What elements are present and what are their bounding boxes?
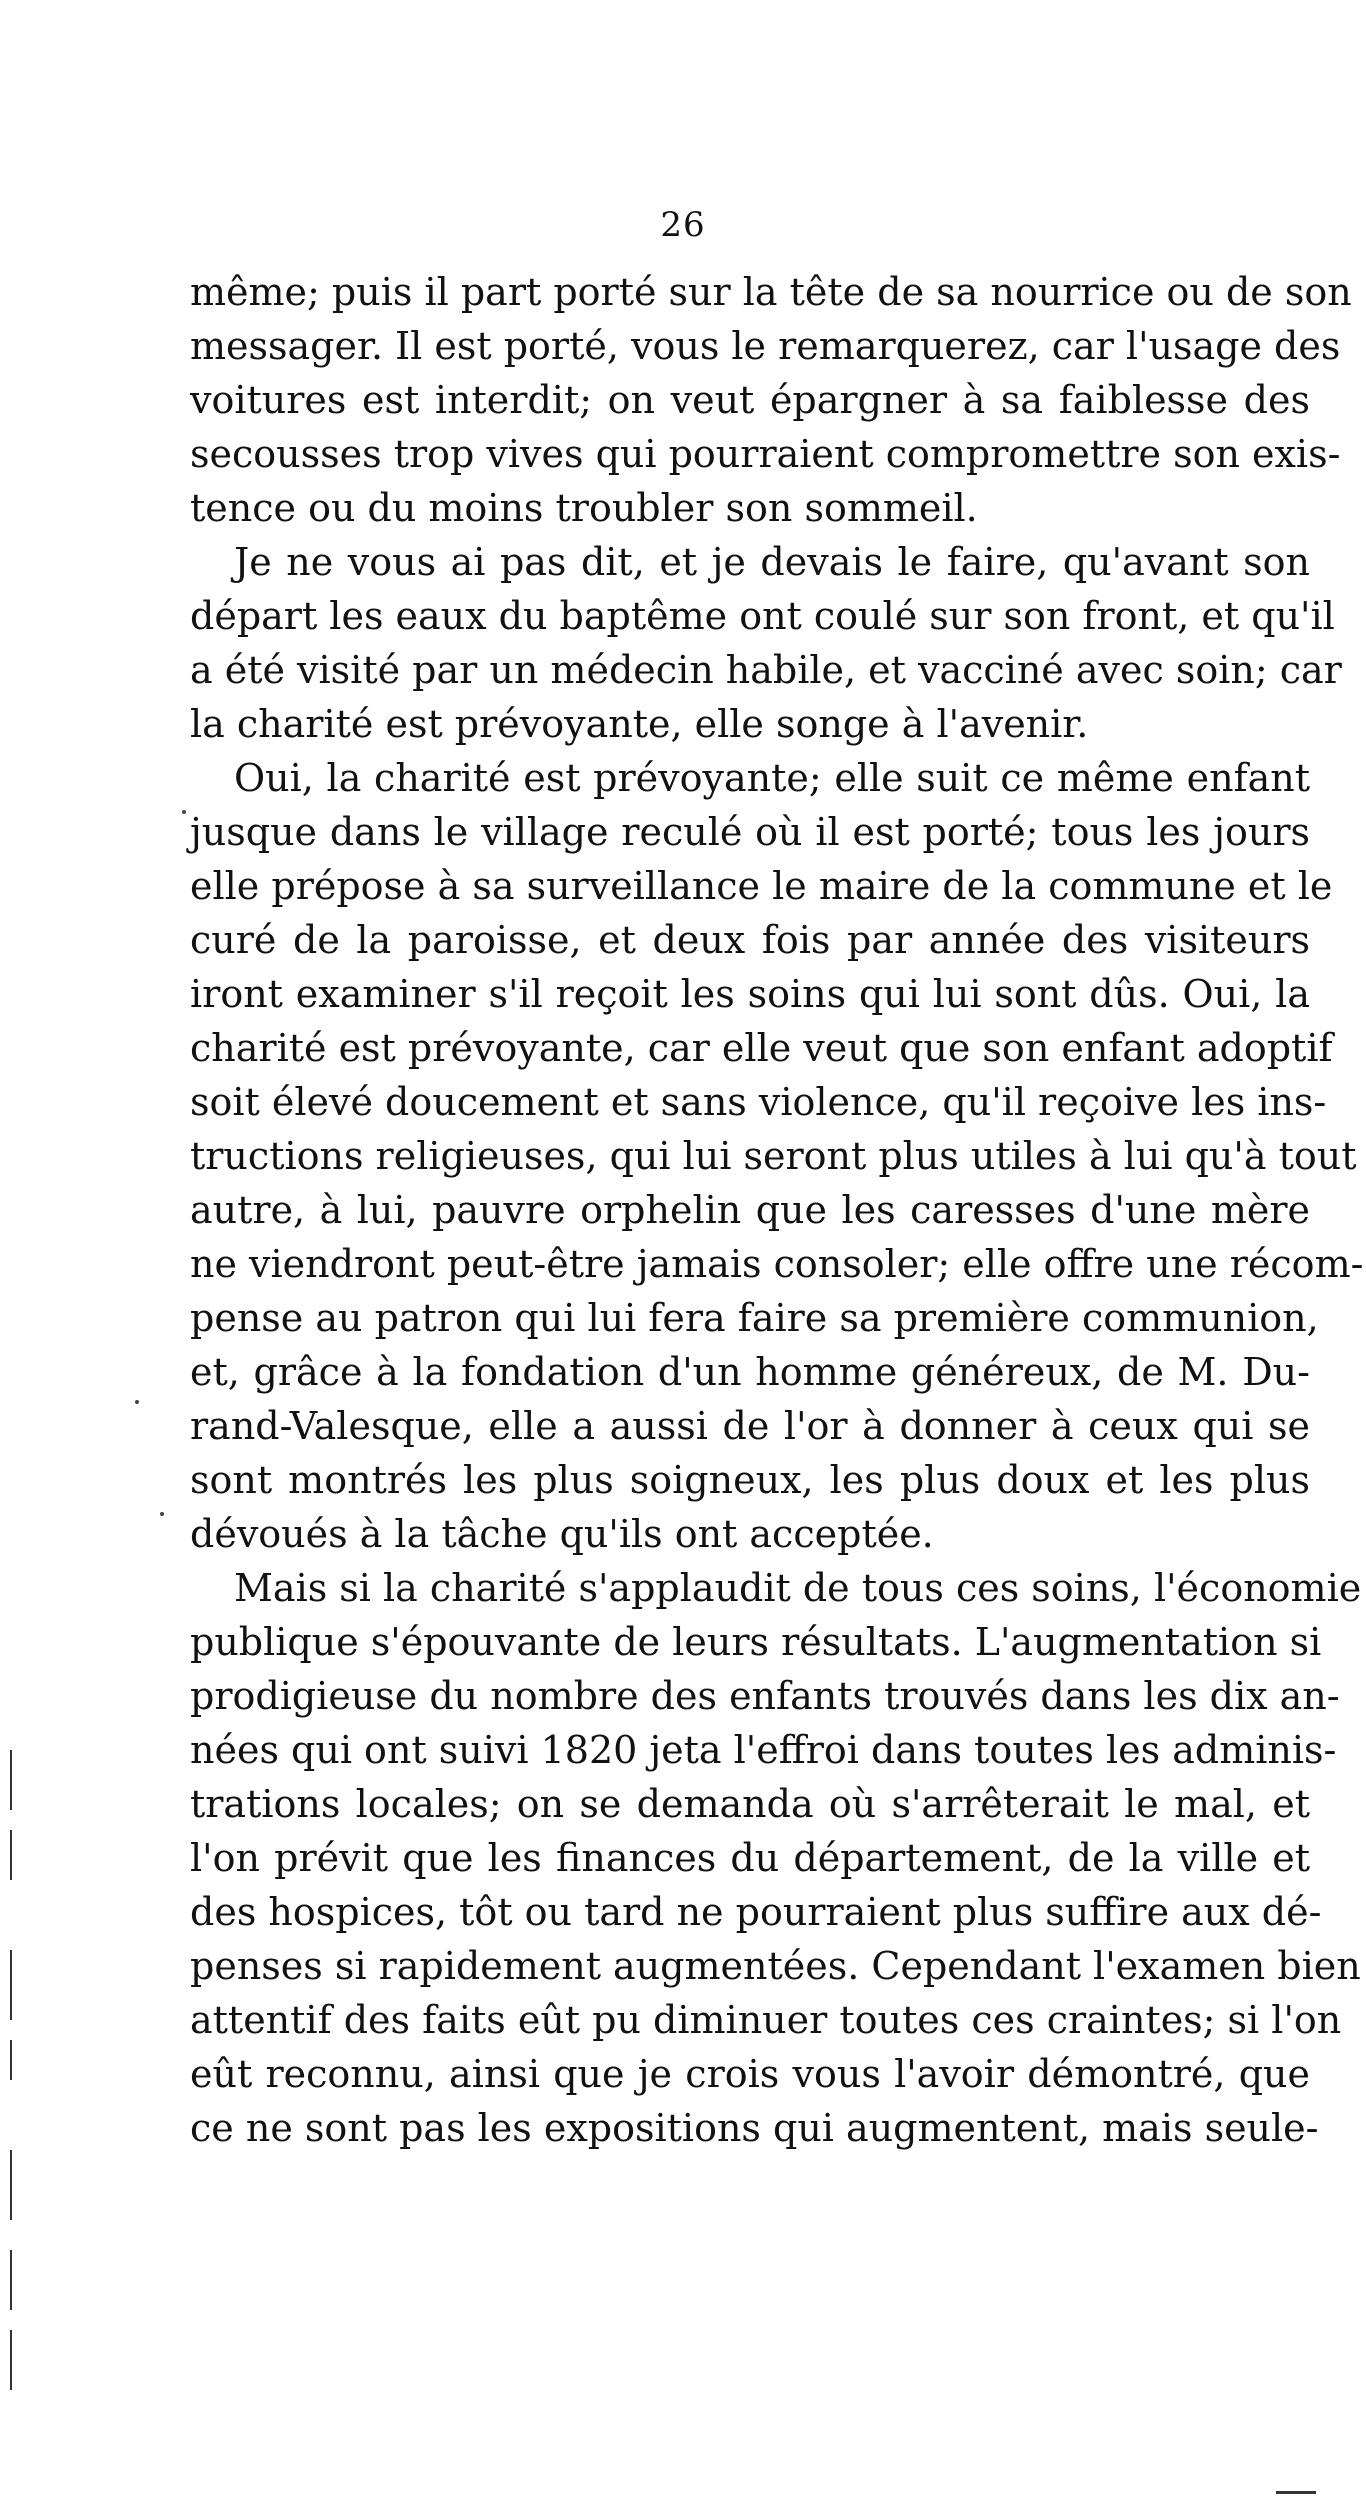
- text-line: iront examiner s'il reçoit les soins qui lui sont dûs. Oui, la: [190, 972, 1310, 1016]
- text-line: autre, à lui, pauvre orphelin que les caresses d'une mère: [190, 1188, 1310, 1232]
- text-line: attentif des faits eût pu diminuer toutes ces craintes; si l'on: [190, 1998, 1342, 2042]
- text-line: charité est prévoyante, car elle veut que son enfant adoptif: [190, 1026, 1333, 1070]
- scan-margin-mark: [10, 1950, 12, 2020]
- text-line: des hospices, tôt ou tard ne pourraient plus suffire aux dé-: [190, 1890, 1322, 1934]
- scan-dot-mark: [135, 1400, 139, 1404]
- text-line: et, grâce à la fondation d'un homme généreux, de M. Du-: [190, 1350, 1310, 1394]
- text-line: penses si rapidement augmentées. Cependant l'examen bien: [190, 1944, 1361, 1988]
- text-line: curé de la paroisse, et deux fois par année des visiteurs: [190, 918, 1310, 962]
- page-number: 26: [660, 205, 706, 245]
- text-line: soit élevé doucement et sans violence, qu'il reçoive les ins-: [190, 1080, 1327, 1124]
- text-line: secousses trop vives qui pourraient compromettre son exis-: [190, 432, 1341, 476]
- scan-dot-mark: [160, 1512, 164, 1516]
- text-line: l'on prévit que les finances du département, de la ville et: [190, 1836, 1310, 1880]
- text-line: ne viendront peut-être jamais consoler; elle offre une récom-: [190, 1242, 1364, 1286]
- scan-margin-mark: [10, 1830, 12, 1880]
- scan-margin-mark: [10, 2330, 12, 2390]
- text-line: départ les eaux du baptême ont coulé sur son front, et qu'il: [190, 594, 1335, 638]
- scan-bottom-mark: [1276, 2491, 1316, 2494]
- text-line: elle prépose à sa surveillance le maire de la commune et le: [190, 864, 1333, 908]
- text-line: même; puis il part porté sur la tête de sa nourrice ou de son: [190, 270, 1352, 314]
- text-line: messager. Il est porté, vous le remarquerez, car l'usage des: [190, 324, 1341, 368]
- scan-margin-mark: [10, 2040, 12, 2080]
- text-line: tence ou du moins troubler son sommeil.: [190, 486, 978, 530]
- text-line: prodigieuse du nombre des enfants trouvés dans les dix an-: [190, 1674, 1340, 1718]
- text-line: Oui, la charité est prévoyante; elle suit ce même enfant: [234, 756, 1310, 800]
- text-line: Mais si la charité s'applaudit de tous ces soins, l'économie: [234, 1566, 1362, 1610]
- text-line: dévoués à la tâche qu'ils ont acceptée.: [190, 1512, 934, 1556]
- scan-margin-mark: [10, 2250, 12, 2310]
- text-line: a été visité par un médecin habile, et vacciné avec soin; car: [190, 648, 1342, 692]
- text-line: ce ne sont pas les expositions qui augmentent, mais seule-: [190, 2106, 1319, 2150]
- text-line: la charité est prévoyante, elle songe à l'avenir.: [190, 702, 1089, 746]
- text-line: trations locales; on se demanda où s'arrêterait le mal, et: [190, 1782, 1310, 1826]
- text-line: Je ne vous ai pas dit, et je devais le faire, qu'avant son: [234, 540, 1310, 584]
- text-line: nées qui ont suivi 1820 jeta l'effroi dans toutes les adminis-: [190, 1728, 1337, 1772]
- scan-margin-mark: [10, 1750, 12, 1810]
- text-line: eût reconnu, ainsi que je crois vous l'avoir démontré, que: [190, 2052, 1310, 2096]
- text-line: pense au patron qui lui fera faire sa première communion,: [190, 1296, 1319, 1340]
- body-text: [190, 265, 1364, 2155]
- scan-dot-mark: [182, 810, 186, 814]
- text-line: rand-Valesque, elle a aussi de l'or à donner à ceux qui se: [190, 1404, 1310, 1448]
- text-line: tructions religieuses, qui lui seront plus utiles à lui qu'à tout: [190, 1134, 1357, 1178]
- scan-margin-mark: [10, 2150, 12, 2220]
- text-line: publique s'épouvante de leurs résultats. L'augmentation si: [190, 1620, 1322, 1664]
- text-line: voitures est interdit; on veut épargner à sa faiblesse des: [190, 378, 1310, 422]
- text-line: jusque dans le village reculé où il est porté; tous les jours: [190, 810, 1310, 854]
- text-line: sont montrés les plus soigneux, les plus doux et les plus: [190, 1458, 1310, 1502]
